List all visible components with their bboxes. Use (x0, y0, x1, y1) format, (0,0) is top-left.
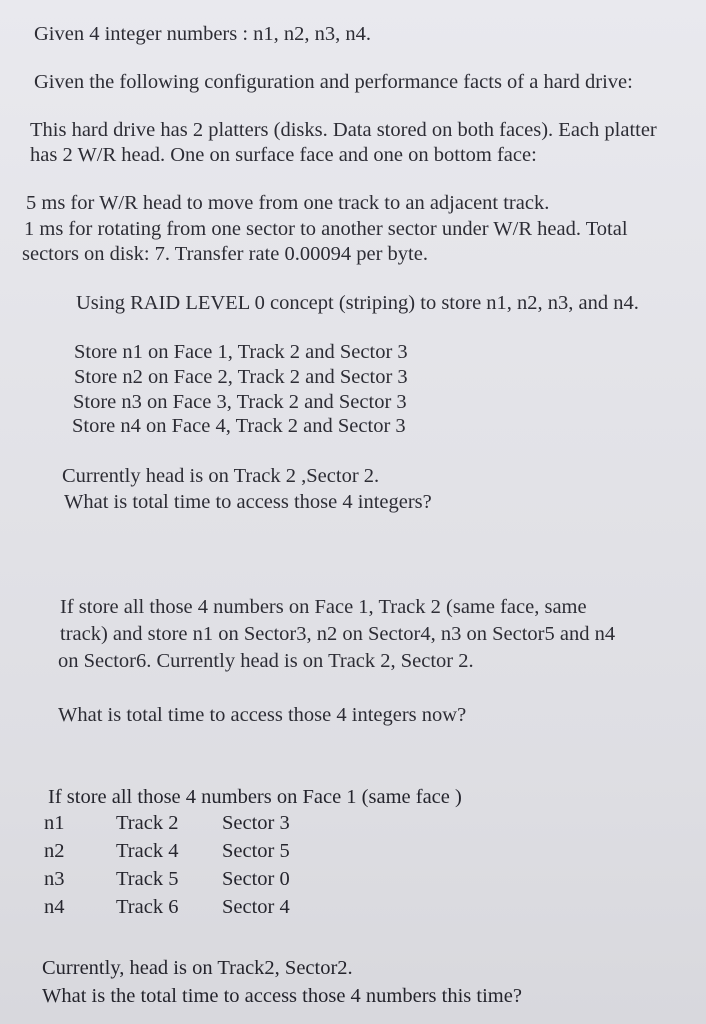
q2-desc-line-3: on Sector6. Currently head is on Track 2, Sector 2. (58, 650, 474, 672)
q2-question-line: What is total time to access those 4 integers now? (58, 704, 467, 726)
track-cell: Track 6 (116, 896, 179, 918)
number-cell: n2 (44, 840, 65, 862)
number-cell: n4 (44, 896, 65, 918)
raid-store-line-4: Store n4 on Face 4, Track 2 and Sector 3 (72, 415, 406, 437)
drive-desc-line-2: has 2 W/R head. One on surface face and one on bottom face: (30, 144, 537, 166)
number-cell: n1 (44, 812, 65, 834)
sector-cell: Sector 4 (222, 896, 290, 918)
perf-facts-line-1: 5 ms for W/R head to move from one track to an adjacent track. (26, 192, 550, 214)
given-config-line: Given the following configuration and performance facts of a hard drive: (34, 71, 633, 93)
q1-line-1: Currently head is on Track 2 ,Sector 2. (62, 465, 380, 487)
perf-facts-line-2: 1 ms for rotating from one sector to another sector under W/R head. Total (24, 218, 628, 240)
q3-question-line-2: What is the total time to access those 4 numbers this time? (42, 985, 522, 1007)
given-numbers-line: Given 4 integer numbers : n1, n2, n3, n4. (34, 23, 372, 45)
q2-desc-line-2: track) and store n1 on Sector3, n2 on Sector4, n3 on Sector5 and n4 (60, 623, 616, 645)
drive-desc-line-1: This hard drive has 2 platters (disks. Data stored on both faces). Each platter (30, 119, 657, 141)
q3-intro-line: If store all those 4 numbers on Face 1 (same face ) (48, 786, 462, 808)
track-cell: Track 5 (116, 868, 179, 890)
track-cell: Track 2 (116, 812, 179, 834)
sector-cell: Sector 0 (222, 868, 290, 890)
perf-facts-line-3: sectors on disk: 7. Transfer rate 0.00094 per byte. (22, 243, 428, 265)
raid-store-line-1: Store n1 on Face 1, Track 2 and Sector 3 (74, 341, 408, 363)
q1-line-2: What is total time to access those 4 integers? (64, 491, 432, 513)
raid-store-line-3: Store n3 on Face 3, Track 2 and Sector 3 (73, 391, 407, 413)
raid-intro-line: Using RAID LEVEL 0 concept (striping) to store n1, n2, n3, and n4. (76, 292, 639, 314)
sector-cell: Sector 5 (222, 840, 290, 862)
track-cell: Track 4 (116, 840, 179, 862)
sector-cell: Sector 3 (222, 812, 290, 834)
q3-question-line-1: Currently, head is on Track2, Sector2. (42, 957, 353, 979)
number-cell: n3 (44, 868, 65, 890)
raid-store-line-2: Store n2 on Face 2, Track 2 and Sector 3 (74, 366, 408, 388)
q2-desc-line-1: If store all those 4 numbers on Face 1, Track 2 (same face, same (60, 596, 587, 618)
